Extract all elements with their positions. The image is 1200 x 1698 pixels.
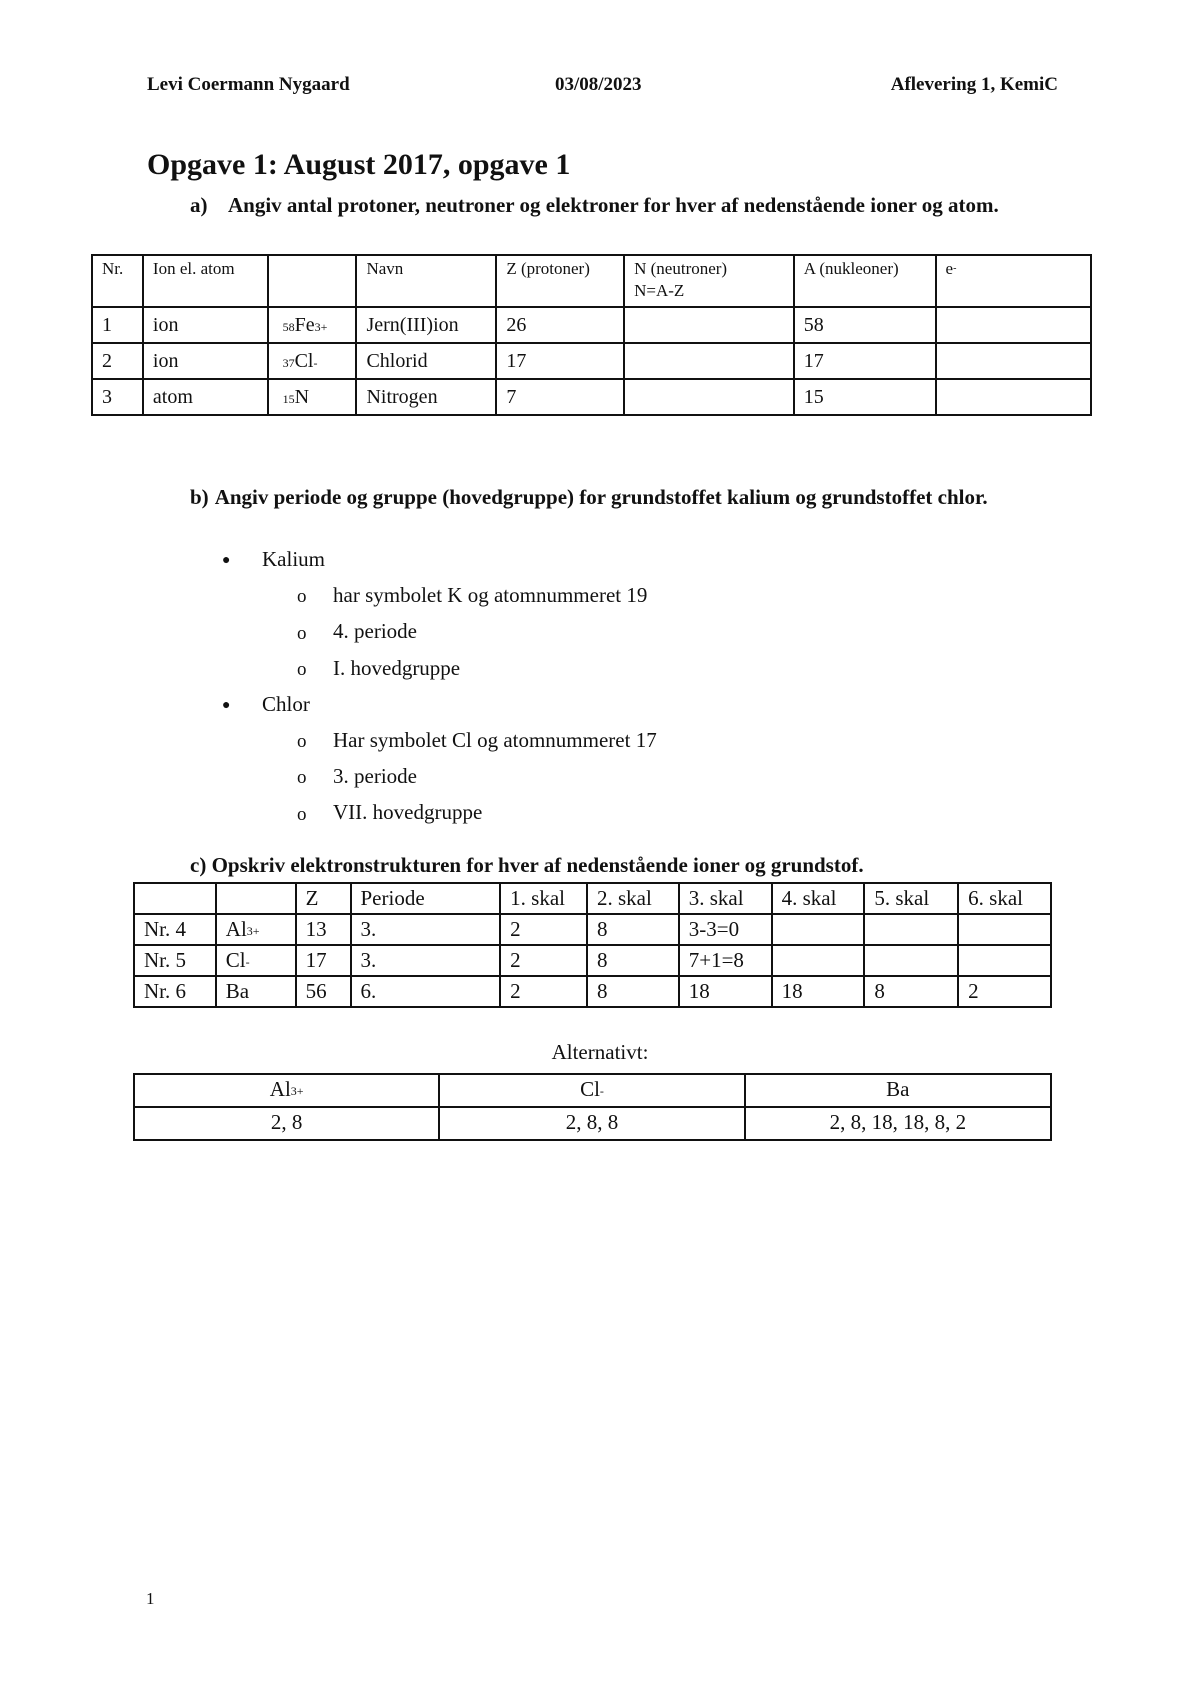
cell-shell-4: 18 (772, 976, 865, 1007)
cell-nr: Nr. 6 (134, 976, 216, 1007)
table-row (92, 343, 1091, 379)
sub-list-item (297, 723, 657, 759)
page-number: 1 (146, 1589, 155, 1608)
header-nr: Nr. (92, 255, 143, 307)
cell-shell-6: 2 (958, 976, 1051, 1007)
question-c-label: c) (190, 853, 207, 877)
header-cell: 3. skal (679, 883, 772, 914)
ion-charge: - (313, 356, 318, 370)
cell-name: Jern(III)ion (356, 307, 496, 343)
table-row (134, 914, 1051, 945)
cell-e (936, 343, 1091, 379)
element-symbol: Al (269, 1077, 291, 1101)
table-header-row (134, 883, 1051, 914)
cell-name: Nitrogen (356, 379, 496, 415)
cell-n (624, 379, 794, 415)
mass-number: 58 (282, 320, 295, 334)
header-cell: 1. skal (500, 883, 587, 914)
sub-list-item (297, 578, 657, 614)
cell-period: 3. (351, 945, 501, 976)
sub-list-item (297, 759, 657, 795)
element-symbol: Cl (225, 948, 246, 972)
sub-bullet-icon: o (297, 767, 307, 789)
cell-element (216, 976, 296, 1007)
electron-structure-table (133, 882, 1052, 1008)
cell-shell-6 (958, 945, 1051, 976)
alternative-table (133, 1073, 1052, 1141)
sub-list (222, 723, 657, 832)
header-date: 03/08/2023 (555, 74, 642, 95)
table-row (92, 307, 1091, 343)
cell-nr: 3 (92, 379, 143, 415)
cell-period: 3. (351, 914, 501, 945)
cell-z: 7 (496, 379, 624, 415)
alt-header-cell (439, 1074, 744, 1107)
header-n-line1: N (neutroner) (634, 259, 728, 278)
cell-element (216, 914, 296, 945)
cell-z: 17 (296, 945, 351, 976)
cell-nr: 1 (92, 307, 143, 343)
cell-shell-2: 8 (587, 976, 679, 1007)
question-c-text: Opskriv elektronstrukturen for hver af nedenstående ioner og grundstof. (211, 853, 864, 877)
header-cell: Periode (351, 883, 501, 914)
table-row (92, 379, 1091, 415)
sub-list-item-text: har symbolet K og atomnummeret 19 (333, 583, 648, 608)
element-symbol: Cl (580, 1077, 600, 1101)
cell-e (936, 379, 1091, 415)
cell-name: Chlorid (356, 343, 496, 379)
cell-nr: Nr. 4 (134, 914, 216, 945)
alt-structure-cell: 2, 8, 18, 18, 8, 2 (745, 1107, 1051, 1140)
mass-number: 37 (282, 356, 295, 370)
cell-shell-5 (864, 945, 958, 976)
alt-structure-cell: 2, 8, 8 (439, 1107, 744, 1140)
cell-shell-6 (958, 914, 1051, 945)
cell-n (624, 343, 794, 379)
ion-charge: 3+ (290, 1084, 304, 1098)
element-symbol: Cl (294, 350, 314, 372)
list-item (222, 542, 657, 687)
header-cell: 5. skal (864, 883, 958, 914)
header-z: Z (protoner) (496, 255, 624, 307)
header-a: A (nukleoner) (794, 255, 936, 307)
question-a-label: a) (190, 193, 208, 217)
alt-header-cell (134, 1074, 439, 1107)
table-row (134, 976, 1051, 1007)
header-cell: 2. skal (587, 883, 679, 914)
header-e (936, 255, 1091, 307)
element-symbol: Fe (294, 314, 315, 336)
cell-a: 15 (794, 379, 936, 415)
sub-list-item (297, 651, 657, 687)
cell-shell-5: 8 (864, 976, 958, 1007)
question-a-text: Angiv antal protoner, neutroner og elektroner for hver af nedenstående ioner og atom. (228, 193, 999, 217)
cell-type: ion (143, 307, 268, 343)
sub-bullet-icon: o (297, 622, 307, 644)
cell-z: 13 (296, 914, 351, 945)
cell-a: 58 (794, 307, 936, 343)
cell-z: 26 (496, 307, 624, 343)
header-cell (134, 883, 216, 914)
alt-structure-cell: 2, 8 (134, 1107, 439, 1140)
cell-element (216, 945, 296, 976)
ion-charge: 3+ (314, 320, 328, 334)
header-e-symbol: e (945, 259, 954, 278)
sub-list-item-text: I. hovedgruppe (333, 655, 461, 680)
table-header-row (134, 1074, 1051, 1107)
header-cell: 4. skal (772, 883, 865, 914)
sub-list-item-text: Har symbolet Cl og atomnummeret 17 (333, 727, 657, 752)
cell-n (624, 307, 794, 343)
bullet-icon: ● (222, 553, 231, 569)
sub-list-item (297, 614, 657, 650)
element-symbol: N (294, 386, 310, 408)
cell-shell-2: 8 (587, 945, 679, 976)
nucleon-table (91, 254, 1092, 416)
element-symbol: Ba (886, 1077, 910, 1101)
ion-charge: 3+ (246, 924, 260, 938)
question-b-label: b) (190, 485, 209, 509)
bullet-icon: ● (222, 697, 231, 713)
question-a (190, 190, 1050, 221)
ion-charge: - (599, 1084, 604, 1098)
cell-shell-3: 18 (679, 976, 772, 1007)
header-cell: 6. skal (958, 883, 1051, 914)
sub-bullet-icon: o (297, 803, 307, 825)
cell-shell-1: 2 (500, 945, 587, 976)
header-cell: Z (296, 883, 351, 914)
header-author: Levi Coermann Nygaard (147, 74, 350, 95)
header-n-line2: N=A-Z (634, 281, 685, 300)
page-title: Opgave 1: August 2017, opgave 1 (147, 148, 571, 181)
cell-type: ion (143, 343, 268, 379)
table-row (134, 1107, 1051, 1140)
header-n (624, 255, 794, 307)
cell-symbol (268, 379, 357, 415)
cell-shell-3: 7+1=8 (679, 945, 772, 976)
cell-shell-5 (864, 914, 958, 945)
header-type: Ion el. atom (143, 255, 268, 307)
header-cell (216, 883, 296, 914)
sub-list-item-text: 3. periode (333, 764, 417, 789)
cell-nr: 2 (92, 343, 143, 379)
sub-list-item-text: 4. periode (333, 619, 417, 644)
header-name: Navn (356, 255, 496, 307)
cell-period: 6. (351, 976, 501, 1007)
header-symbol (268, 255, 357, 307)
alt-header-cell (745, 1074, 1051, 1107)
element-list (222, 542, 657, 832)
cell-shell-4 (772, 945, 865, 976)
cell-shell-3: 3-3=0 (679, 914, 772, 945)
cell-shell-1: 2 (500, 976, 587, 1007)
sub-bullet-icon: o (297, 586, 307, 608)
alternative-label: Alternativt: (551, 1040, 649, 1064)
cell-symbol (268, 307, 357, 343)
cell-shell-2: 8 (587, 914, 679, 945)
cell-symbol (268, 343, 357, 379)
table-header-row (92, 255, 1091, 307)
cell-type: atom (143, 379, 268, 415)
list-item-label: Kalium (262, 547, 325, 571)
cell-shell-4 (772, 914, 865, 945)
question-b-text: Angiv periode og gruppe (hovedgruppe) for grundstoffet kalium og grundstoffet chlor. (214, 485, 988, 509)
cell-nr: Nr. 5 (134, 945, 216, 976)
header-course: Aflevering 1, KemiC (890, 74, 1058, 95)
sub-list-item-text: VII. hovedgruppe (333, 800, 483, 825)
cell-shell-1: 2 (500, 914, 587, 945)
cell-e (936, 307, 1091, 343)
sub-list (222, 578, 657, 687)
list-item-label: Chlor (262, 691, 310, 716)
element-symbol: Al (225, 917, 247, 941)
header-e-sup: - (953, 263, 957, 274)
table-row (134, 945, 1051, 976)
ion-charge: - (245, 955, 250, 969)
sub-bullet-icon: o (297, 658, 307, 680)
element-symbol: Ba (225, 979, 250, 1003)
sub-list-item (297, 795, 657, 831)
cell-z: 56 (296, 976, 351, 1007)
cell-z: 17 (496, 343, 624, 379)
sub-bullet-icon: o (297, 731, 307, 753)
question-c (190, 850, 1090, 881)
cell-a: 17 (794, 343, 936, 379)
question-b (190, 482, 990, 513)
mass-number: 15 (282, 392, 295, 406)
list-item (222, 687, 657, 832)
